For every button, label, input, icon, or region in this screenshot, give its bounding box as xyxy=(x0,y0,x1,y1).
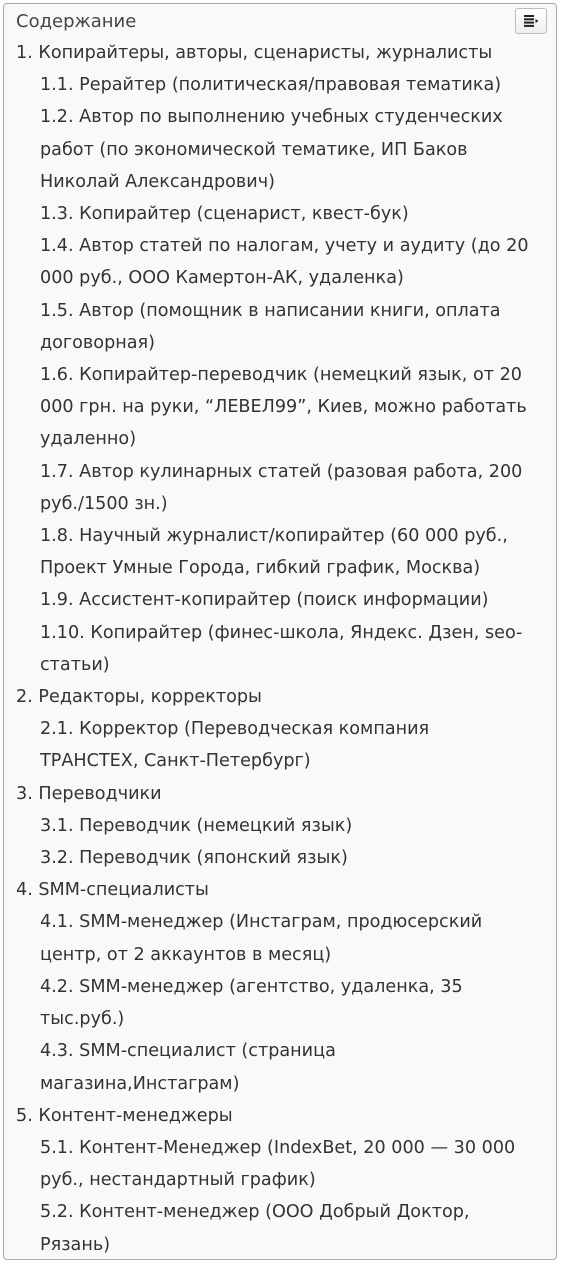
toc-subitem-line: 4.1. SMM-менеджер (Инстаграм, продюсерский xyxy=(40,912,483,933)
toc-subitem-link[interactable] xyxy=(40,617,529,681)
toc-subitem-line: 4.3. SMM-специалист (страница xyxy=(40,1041,336,1062)
toc-subitem-line: руб./1500 зн.) xyxy=(40,493,168,514)
toc-subitem xyxy=(40,1035,529,1099)
list-toggle-icon xyxy=(524,15,539,27)
toc-subitem-line: 1.2. Автор по выполнению учебных студенческих xyxy=(40,107,503,128)
toc-subitem xyxy=(40,359,529,456)
toc-subitem xyxy=(40,101,529,198)
toc-sublist xyxy=(16,1132,529,1261)
toc-sublist xyxy=(16,69,529,681)
toc-subitem-line: 1.6. Копирайтер-переводчик (немецкий язык, от 20 xyxy=(40,365,522,386)
toc-subitem-link[interactable] xyxy=(40,520,529,584)
toc-sublist xyxy=(16,810,529,874)
toc-subitem-line: 1.10. Копирайтер (финес-школа, Яндекс. Дзен, seo- xyxy=(40,622,523,643)
toc-subitem xyxy=(40,69,529,101)
toc-subitem-link[interactable] xyxy=(40,906,529,970)
toc-subitem-line: 5.1. Контент-Менеджер (IndexBet, 20 000 — 30 000 xyxy=(40,1137,516,1158)
toc-subitem-line: ТРАНСТЕХ, Санкт-Петербург) xyxy=(40,751,311,772)
toc-subitem-line: Николай Александрович) xyxy=(40,171,275,192)
toc-section xyxy=(16,1100,529,1261)
toc-subitem xyxy=(40,1196,529,1260)
toc-subitem-line: 1.5. Автор (помощник в написании книги, оплата xyxy=(40,300,501,321)
toc-section xyxy=(16,874,529,1099)
toc-subitem-link[interactable] xyxy=(40,456,529,520)
toc-section xyxy=(16,37,529,681)
toc-sublist xyxy=(16,906,529,1099)
toc-subitem xyxy=(40,842,529,874)
toc-subitem-line: 1.9. Ассистент-копирайтер (поиск информации) xyxy=(40,590,489,611)
toc-subitem-link[interactable] xyxy=(40,230,529,294)
toc-subitem-line: 1.1. Рерайтер (политическая/правовая тематика) xyxy=(40,75,502,96)
toc-subitem-line: Рязань) xyxy=(40,1234,111,1255)
toc-section xyxy=(16,778,529,875)
toc-subitem-link[interactable] xyxy=(40,359,529,456)
toc-subitem xyxy=(40,617,529,681)
toc-subitem-link[interactable] xyxy=(40,1132,529,1196)
toc-subitem-line: 1.4. Автор статей по налогам, учету и аудиту (до 20 xyxy=(40,236,529,257)
toc-sublist xyxy=(16,713,529,777)
toc-title: Содержание xyxy=(16,11,137,32)
toc-section-link[interactable]: 5. Контент-менеджеры xyxy=(16,1105,233,1126)
toc-subitem-line: магазина,Инстаграм) xyxy=(40,1073,240,1094)
toc-subitem-line: 1.3. Копирайтер (сценарист, квест-бук) xyxy=(40,204,409,225)
toc-section-link[interactable]: 2. Редакторы, корректоры xyxy=(16,687,262,708)
toc-subitem-line: 1.8. Научный журналист/копирайтер (60 000 руб., xyxy=(40,526,508,547)
toc-subitem xyxy=(40,520,529,584)
toc-subitem-line: работ (по экономической тематике, ИП Баков xyxy=(40,139,468,160)
toc-subitem-link[interactable] xyxy=(40,1035,529,1099)
toc-subitem-link[interactable] xyxy=(40,198,529,230)
toc-subitem xyxy=(40,198,529,230)
toc-subitem-line: удаленно) xyxy=(40,429,137,450)
toc-subitem-line: 4.2. SMM-менеджер (агентство, удаленка, 35 xyxy=(40,976,463,997)
toc-section xyxy=(16,681,529,778)
toc-subitem-line: центр, от 2 аккаунтов в месяц) xyxy=(40,944,332,965)
toc-subitem-link[interactable] xyxy=(40,713,529,777)
toc-subitem xyxy=(40,456,529,520)
toc-subitem-link[interactable] xyxy=(40,69,529,101)
table-of-contents xyxy=(3,3,557,1260)
toc-subitem-line: статьи) xyxy=(40,654,110,675)
toc-subitem xyxy=(40,295,529,359)
toc-toggle-button[interactable] xyxy=(515,8,547,34)
toc-subitem-line: 1.7. Автор кулинарных статей (разовая работа, 200 xyxy=(40,461,523,482)
toc-section-link[interactable]: 1. Копирайтеры, авторы, сценаристы, журналисты xyxy=(16,43,493,63)
toc-subitem-link[interactable] xyxy=(40,295,529,359)
toc-subitem xyxy=(40,713,529,777)
toc-subitem-line: договорная) xyxy=(40,332,155,353)
toc-subitem-link[interactable] xyxy=(40,842,529,874)
toc-subitem xyxy=(40,1132,529,1196)
toc-subitem-link[interactable] xyxy=(40,971,529,1035)
toc-subitem-line: 000 руб., ООО Камертон-АК, удаленка) xyxy=(40,268,404,289)
toc-subitem-line: 3.1. Переводчик (немецкий язык) xyxy=(40,815,353,836)
toc-subitem-line: руб., нестандартный график) xyxy=(40,1170,316,1191)
toc-subitem-link[interactable] xyxy=(40,101,529,198)
toc-subitem-line: тыс.руб.) xyxy=(40,1009,125,1030)
toc-subitem-link[interactable] xyxy=(40,810,529,842)
toc-section-link[interactable]: 3. Переводчики xyxy=(16,783,162,804)
toc-subitem xyxy=(40,906,529,970)
toc-subitem xyxy=(40,584,529,616)
toc-subitem-link[interactable] xyxy=(40,584,529,616)
toc-subitem-line: 000 грн. на руки, “ЛЕВЕЛ99”, Киев, можно работать xyxy=(40,397,527,418)
toc-list xyxy=(16,37,529,1261)
toc-subitem-line: 3.2. Переводчик (японский язык) xyxy=(40,848,348,869)
toc-section-link[interactable]: 4. SMM-специалисты xyxy=(16,880,209,901)
toc-subitem-link[interactable] xyxy=(40,1196,529,1260)
toc-subitem-line: 2.1. Корректор (Переводческая компания xyxy=(40,719,430,740)
toc-subitem xyxy=(40,810,529,842)
toc-subitem xyxy=(40,230,529,294)
toc-subitem-line: Проект Умные Города, гибкий график, Москва) xyxy=(40,558,481,579)
toc-subitem-line: 5.2. Контент-менеджер (ООО Добрый Доктор, xyxy=(40,1202,470,1223)
toc-subitem xyxy=(40,971,529,1035)
